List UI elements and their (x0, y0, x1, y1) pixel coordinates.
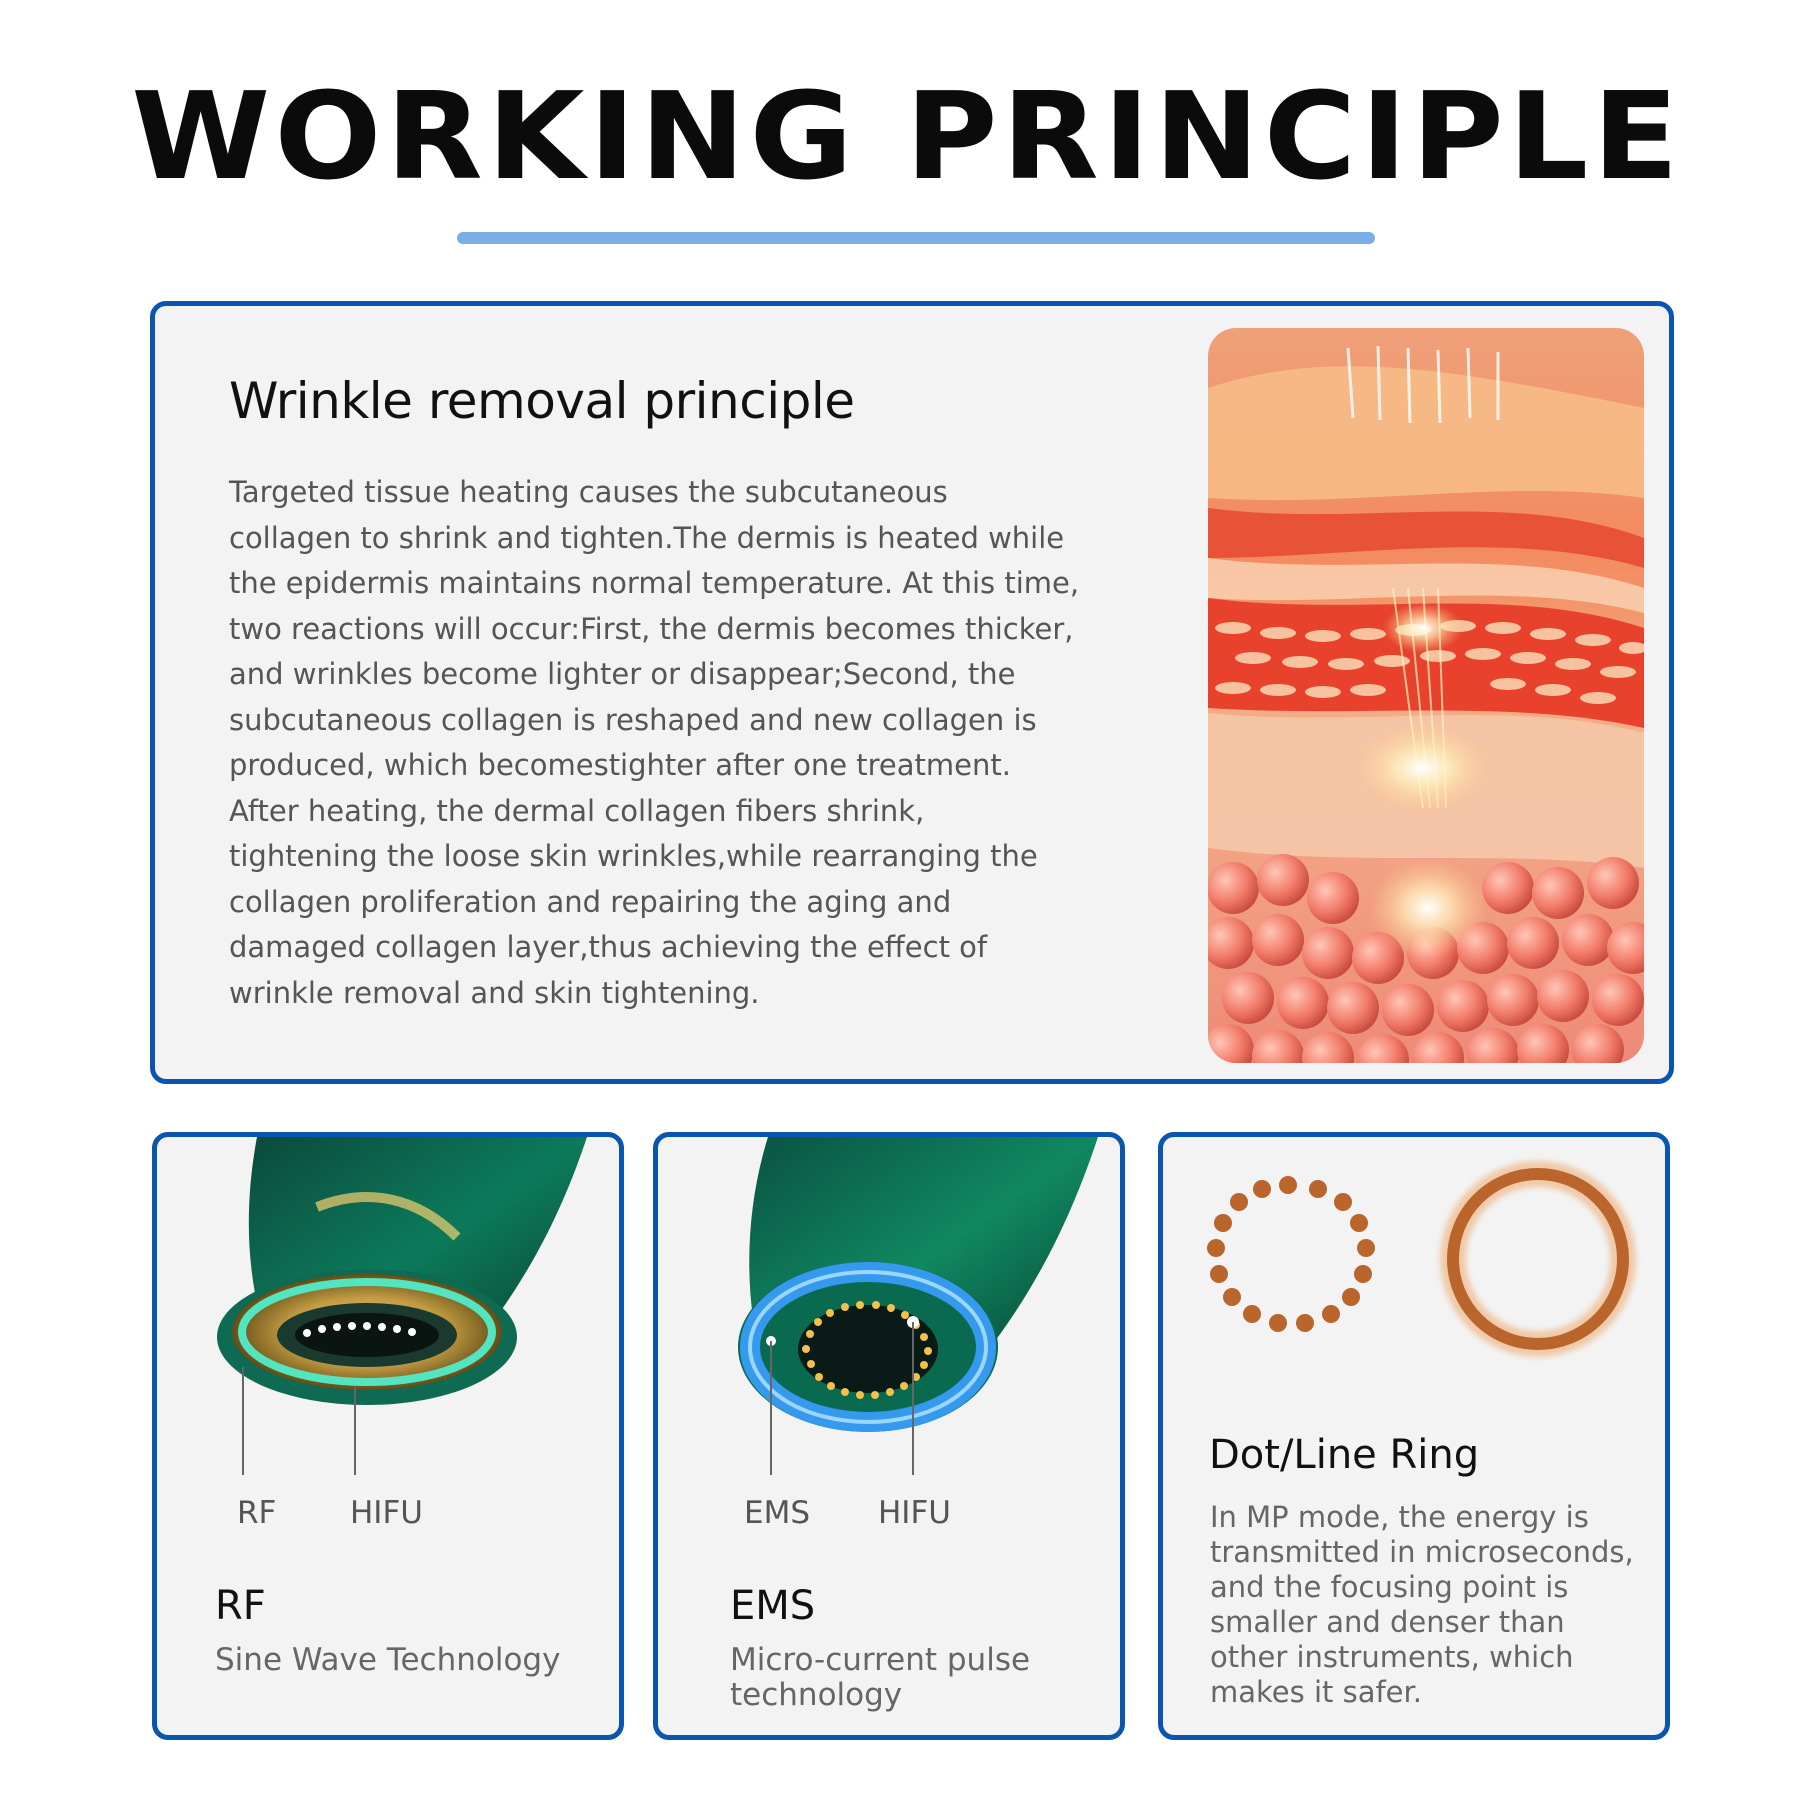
body-line: wrinkle removal and skin tightening. (229, 975, 760, 1010)
ems-device-illustration (658, 1137, 1120, 1537)
body-line: Targeted tissue heating causes the subcutaneous (229, 475, 948, 509)
ems-subtitle-line: Micro-current pulse (730, 1642, 1031, 1678)
ring-body (1210, 1500, 1655, 1710)
rf-title: RF (215, 1583, 266, 1629)
body-line: produced, which becomestighter after one treatment. (229, 748, 1011, 782)
wrinkle-principle-card (150, 301, 1674, 1084)
wrinkle-principle-body (229, 470, 1109, 1016)
rf-device-illustration (157, 1137, 619, 1537)
body-line: subcutaneous collagen is reshaped and new collagen is (229, 702, 1037, 737)
hifu-label: HIFU (350, 1495, 423, 1531)
wrinkle-principle-heading: Wrinkle removal principle (229, 372, 855, 430)
body-line: other instruments, which (1210, 1640, 1574, 1674)
body-line: two reactions will occur:First, the dermis becomes thicker, (229, 611, 1074, 646)
skin-layers-illustration (1208, 328, 1644, 1063)
ems-title: EMS (730, 1583, 816, 1629)
page-title: WORKING PRINCIPLE (131, 68, 1683, 207)
hifu-label: HIFU (878, 1495, 951, 1531)
ems-card (653, 1132, 1125, 1740)
body-line: transmitted in microseconds, (1210, 1535, 1634, 1569)
body-line: the epidermis maintains normal temperature. At this time, (229, 566, 1080, 600)
line-ring (1453, 1174, 1623, 1344)
rf-card (152, 1132, 624, 1740)
rf-label: RF (237, 1495, 277, 1531)
rf-subtitle: Sine Wave Technology (215, 1642, 561, 1678)
ems-subtitle-line: technology (730, 1677, 903, 1713)
body-line: collagen proliferation and repairing the aging and (229, 884, 952, 919)
ems-label: EMS (744, 1495, 811, 1531)
body-line: After heating, the dermal collagen fibers shrink, (229, 793, 925, 828)
ring-card (1158, 1132, 1670, 1740)
dot-ring (1207, 1176, 1375, 1332)
ring-illustration (1163, 1137, 1665, 1387)
body-line: makes it safer. (1210, 1675, 1423, 1709)
body-line: and wrinkles become lighter or disappear;Second, the (229, 657, 1016, 691)
title-underline (457, 232, 1375, 244)
ring-title: Dot/Line Ring (1209, 1432, 1480, 1478)
body-line: smaller and denser than (1210, 1605, 1565, 1639)
body-line: collagen to shrink and tighten.The dermis is heated while (229, 520, 1065, 555)
body-line: In MP mode, the energy is (1210, 1500, 1589, 1534)
body-line: tightening the loose skin wrinkles,while rearranging the (229, 839, 1038, 873)
body-line: and the focusing point is (1210, 1570, 1569, 1604)
body-line: damaged collagen layer,thus achieving the effect of (229, 930, 988, 964)
